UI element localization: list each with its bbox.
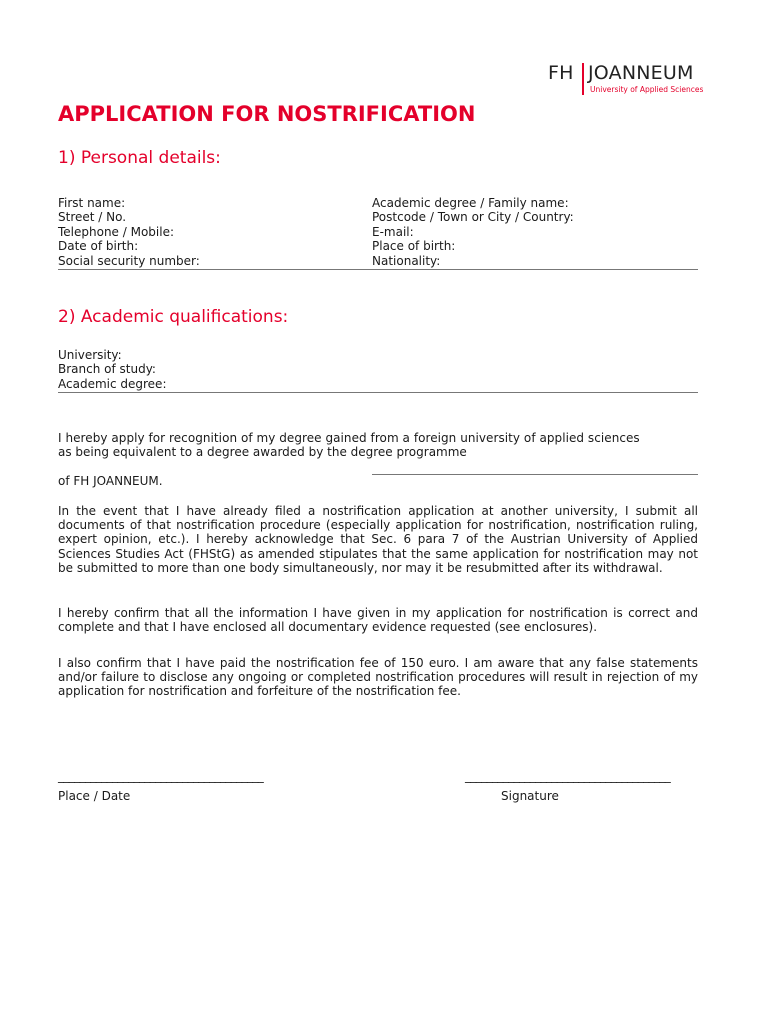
academic-qualifications-heading: 2) Academic qualifications: xyxy=(58,307,289,327)
personal-details-heading: 1) Personal details: xyxy=(58,148,221,168)
personal-details-divider xyxy=(58,269,698,270)
signature-label: Signature xyxy=(501,789,559,803)
fee-confirmation-paragraph: I also confirm that I have paid the nostrification fee of 150 euro. I am aware that any false statements and/or failure to disclose any ongoing or completed nostrification procedures will result in rejection of my application for nostrification and forfeiture of the nostrification fee. xyxy=(58,656,698,699)
academic-fields xyxy=(58,348,166,391)
branch-of-study-label: Branch of study: xyxy=(58,362,156,377)
degree-programme-input-line[interactable] xyxy=(372,474,698,475)
logo-tagline: University of Applied Sciences xyxy=(590,85,704,94)
social-security-label: Social security number: xyxy=(58,253,200,268)
telephone-label: Telephone / Mobile: xyxy=(58,224,175,239)
apply-statement-line-1: I hereby apply for recognition of my degree gained from a foreign university of applied sciences xyxy=(58,431,640,445)
nostrification-declaration-paragraph: In the event that I have already filed a nostrification application at another university, I submit all documents of that nostrification procedure (especially application for nostrification, nostrification ruling, expert opinion, etc.). I hereby acknowledge that Sec. 6 para 7 of the Austrian University of Applied Sciences Studies Act (FHStG) as amended stipulates that the same application for nostrification may not be submitted to more than one body simultaneously, nor may it be resubmitted after its withdrawal. xyxy=(58,504,698,575)
academic-degree-label: Academic degree: xyxy=(58,376,167,391)
of-fh-joanneum-text: of FH JOANNEUM. xyxy=(58,474,163,488)
apply-statement-line-2: as being equivalent to a degree awarded by the degree programme xyxy=(58,445,467,459)
academic-divider xyxy=(58,392,698,393)
personal-right-fields xyxy=(372,196,574,268)
place-of-birth-label: Place of birth: xyxy=(372,239,456,254)
logo-divider xyxy=(582,63,584,95)
page-title: APPLICATION FOR NOSTRIFICATION xyxy=(58,102,476,126)
nationality-label: Nationality: xyxy=(372,253,441,268)
postcode-town-country-label: Postcode / Town or City / Country: xyxy=(372,210,574,225)
university-label: University: xyxy=(58,348,122,362)
personal-left-fields xyxy=(58,196,200,268)
confirmation-paragraph: I hereby confirm that all the information I have given in my application for nostrification is correct and complete and that I have enclosed all documentary evidence requested (see enclosures). xyxy=(58,606,698,635)
place-date-label: Place / Date xyxy=(58,789,131,803)
academic-degree-family-name-label: Academic degree / Family name: xyxy=(372,196,569,210)
signature-line[interactable]: ______________________________________ xyxy=(465,769,671,783)
street-label: Street / No. xyxy=(58,210,127,225)
email-label: E-mail: xyxy=(372,224,414,239)
logo-brand-short: FH xyxy=(548,62,574,84)
place-date-line[interactable]: ______________________________________ xyxy=(58,769,264,783)
logo-brand-name: JOANNEUM xyxy=(588,62,694,84)
date-of-birth-label: Date of birth: xyxy=(58,239,139,254)
first-name-label: First name: xyxy=(58,196,126,210)
